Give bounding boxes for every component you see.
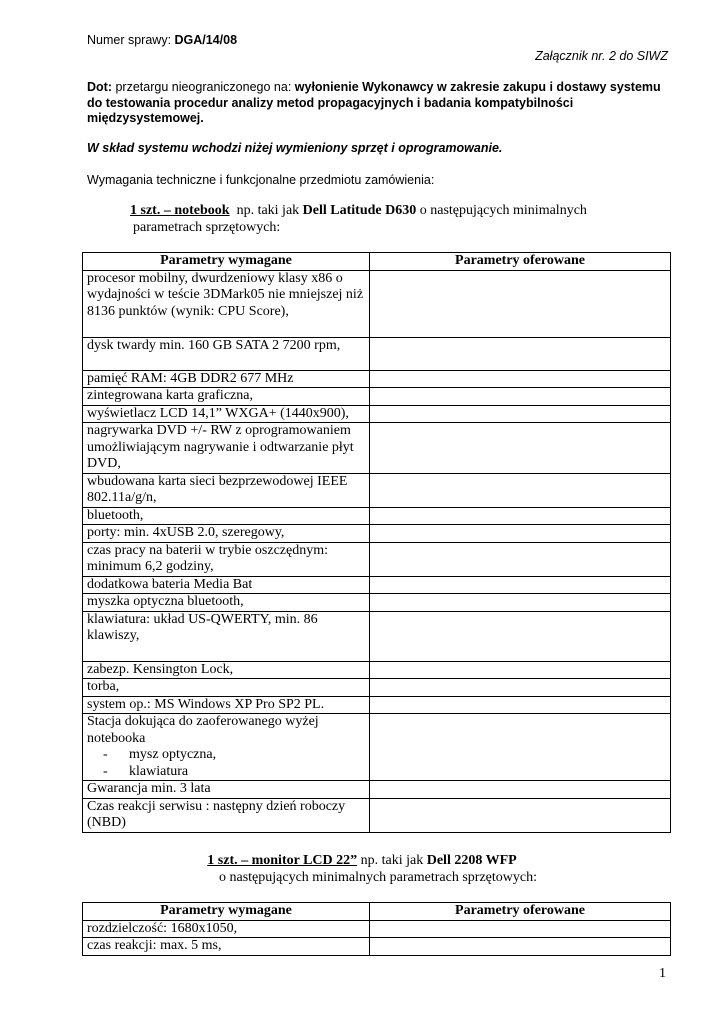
spec-cell: zabezp. Kensington Lock, (83, 661, 370, 679)
spec-cell: klawiatura: układ US-QWERTY, min. 86 klawiszy, (83, 611, 370, 661)
spec-cell: porty: min. 4xUSB 2.0, szeregowy, (83, 525, 370, 543)
notebook-heading (130, 202, 650, 236)
spec-cell: rozdzielczość: 1680x1050, (83, 920, 370, 938)
notebook-qty: 1 szt. – notebook (130, 203, 230, 218)
table-row (83, 679, 671, 697)
table-row (83, 714, 671, 781)
spec-cell: nagrywarka DVD +/- RW z oprogramowaniem umożliwiającym nagrywanie i odtwarzanie płyt DVD, (83, 423, 370, 474)
composition-statement: W skład systemu wchodzi niżej wymieniony sprzęt i oprogramowanie. (87, 141, 503, 155)
spec-cell: czas pracy na baterii w trybie oszczędnym: minimum 6,2 godziny, (83, 542, 370, 576)
table-row (83, 798, 671, 832)
spec-cell: Czas reakcji serwisu : następny dzień roboczy (NBD) (83, 798, 370, 832)
table-row (83, 661, 671, 679)
offered-cell[interactable] (370, 270, 671, 337)
table-row (83, 337, 671, 370)
tender-subject (87, 80, 677, 127)
requirements-intro: Wymagania techniczne i funkcjonalne przedmiotu zamówienia: (87, 173, 435, 187)
offered-cell[interactable] (370, 920, 671, 938)
col-offered-header: Parametry oferowane (370, 253, 671, 271)
monitor-spec-table (82, 902, 671, 956)
table-row (83, 696, 671, 714)
spec-cell: dodatkowa bateria Media Bat (83, 576, 370, 594)
table-row (83, 938, 671, 956)
offered-cell[interactable] (370, 798, 671, 832)
dock-item-label: mysz optyczna, (129, 747, 217, 762)
offered-cell[interactable] (370, 473, 671, 507)
offered-cell[interactable] (370, 696, 671, 714)
table-row (83, 270, 671, 337)
offered-cell[interactable] (370, 611, 671, 661)
offered-cell[interactable] (370, 337, 671, 370)
table-row (83, 576, 671, 594)
table-row (83, 542, 671, 576)
offered-cell[interactable] (370, 679, 671, 697)
table-row (83, 594, 671, 612)
offered-cell[interactable] (370, 388, 671, 406)
monitor-pre-model: np. taki jak (357, 853, 427, 868)
table-row (83, 405, 671, 423)
notebook-pre-model: np. taki jak (229, 203, 303, 218)
spec-cell: pamięć RAM: 4GB DDR2 677 MHz (83, 370, 370, 388)
subject-label: Dot: (87, 80, 112, 94)
spec-cell: myszka optyczna bluetooth, (83, 594, 370, 612)
offered-cell[interactable] (370, 370, 671, 388)
spec-cell: wyświetlacz LCD 14,1” WXGA+ (1440x900), (83, 405, 370, 423)
col-required-header: Parametry wymagane (83, 253, 370, 271)
table-row (83, 423, 671, 474)
offered-cell[interactable] (370, 594, 671, 612)
table-row (83, 781, 671, 799)
col-required-header: Parametry wymagane (83, 903, 370, 921)
dock-items-list (87, 747, 365, 780)
table-row (83, 370, 671, 388)
offered-cell[interactable] (370, 423, 671, 474)
table-row (83, 507, 671, 525)
spec-cell: czas reakcji: max. 5 ms, (83, 938, 370, 956)
monitor-model: Dell 2208 WFP (426, 853, 517, 868)
notebook-spec-table (82, 252, 671, 833)
table-header-row (83, 903, 671, 921)
table-row (83, 525, 671, 543)
case-number-label: Numer sprawy: (87, 33, 175, 47)
offered-cell[interactable] (370, 405, 671, 423)
notebook-model: Dell Latitude D630 (302, 203, 417, 218)
col-offered-header: Parametry oferowane (370, 903, 671, 921)
list-item: - klawiatura (103, 763, 189, 779)
monitor-heading-line2: o następujących minimalnych parametrach sprzętowych: (219, 870, 537, 885)
notebook-heading-line2: parametrach sprzętowych: (133, 220, 281, 235)
notebook-post-model: o następujących minimalnych (416, 203, 587, 218)
dock-item-label: klawiatura (129, 763, 189, 779)
table-header-row (83, 253, 671, 271)
spec-cell-dock (83, 714, 370, 781)
spec-cell: wbudowana karta sieci bezprzewodowej IEEE 802.11a/g/n, (83, 473, 370, 507)
list-item: - mysz optyczna, (103, 747, 217, 762)
dock-station-text: Stacja dokująca do zaoferowanego wyżej notebooka (87, 714, 319, 746)
offered-cell[interactable] (370, 576, 671, 594)
offered-cell[interactable] (370, 507, 671, 525)
offered-cell[interactable] (370, 781, 671, 799)
spec-cell: Gwarancja min. 3 lata (83, 781, 370, 799)
monitor-qty: 1 szt. – monitor LCD 22” (207, 853, 358, 868)
offered-cell[interactable] (370, 938, 671, 956)
annex-label: Załącznik nr. 2 do SIWZ (535, 49, 668, 63)
monitor-heading (0, 852, 724, 886)
case-number-value: DGA/14/08 (174, 33, 238, 47)
spec-cell: bluetooth, (83, 507, 370, 525)
subject-title: wyłonienie Wykonawcy w zakresie zakupu i dostawy systemu do testowania procedur analizy metod propagacyjnych i badania kompatybilności międzysystemowej. (87, 80, 661, 125)
offered-cell[interactable] (370, 661, 671, 679)
offered-cell[interactable] (370, 542, 671, 576)
spec-cell: system op.: MS Windows XP Pro SP2 PL. (83, 696, 370, 714)
offered-cell[interactable] (370, 714, 671, 781)
spec-cell: procesor mobilny, dwurdzeniowy klasy x86 o wydajności w teście 3DMark05 nie mniejszej niż 8136 punktów (wynik: CPU Score), (83, 270, 370, 337)
subject-intro: przetargu nieograniczonego na: (112, 80, 295, 94)
table-row (83, 388, 671, 406)
spec-cell: dysk twardy min. 160 GB SATA 2 7200 rpm, (83, 337, 370, 370)
case-number (87, 33, 237, 47)
spec-cell: zintegrowana karta graficzna, (83, 388, 370, 406)
table-row (83, 611, 671, 661)
page-number: 1 (659, 966, 666, 981)
spec-cell: torba, (83, 679, 370, 697)
table-row (83, 473, 671, 507)
table-row (83, 920, 671, 938)
offered-cell[interactable] (370, 525, 671, 543)
